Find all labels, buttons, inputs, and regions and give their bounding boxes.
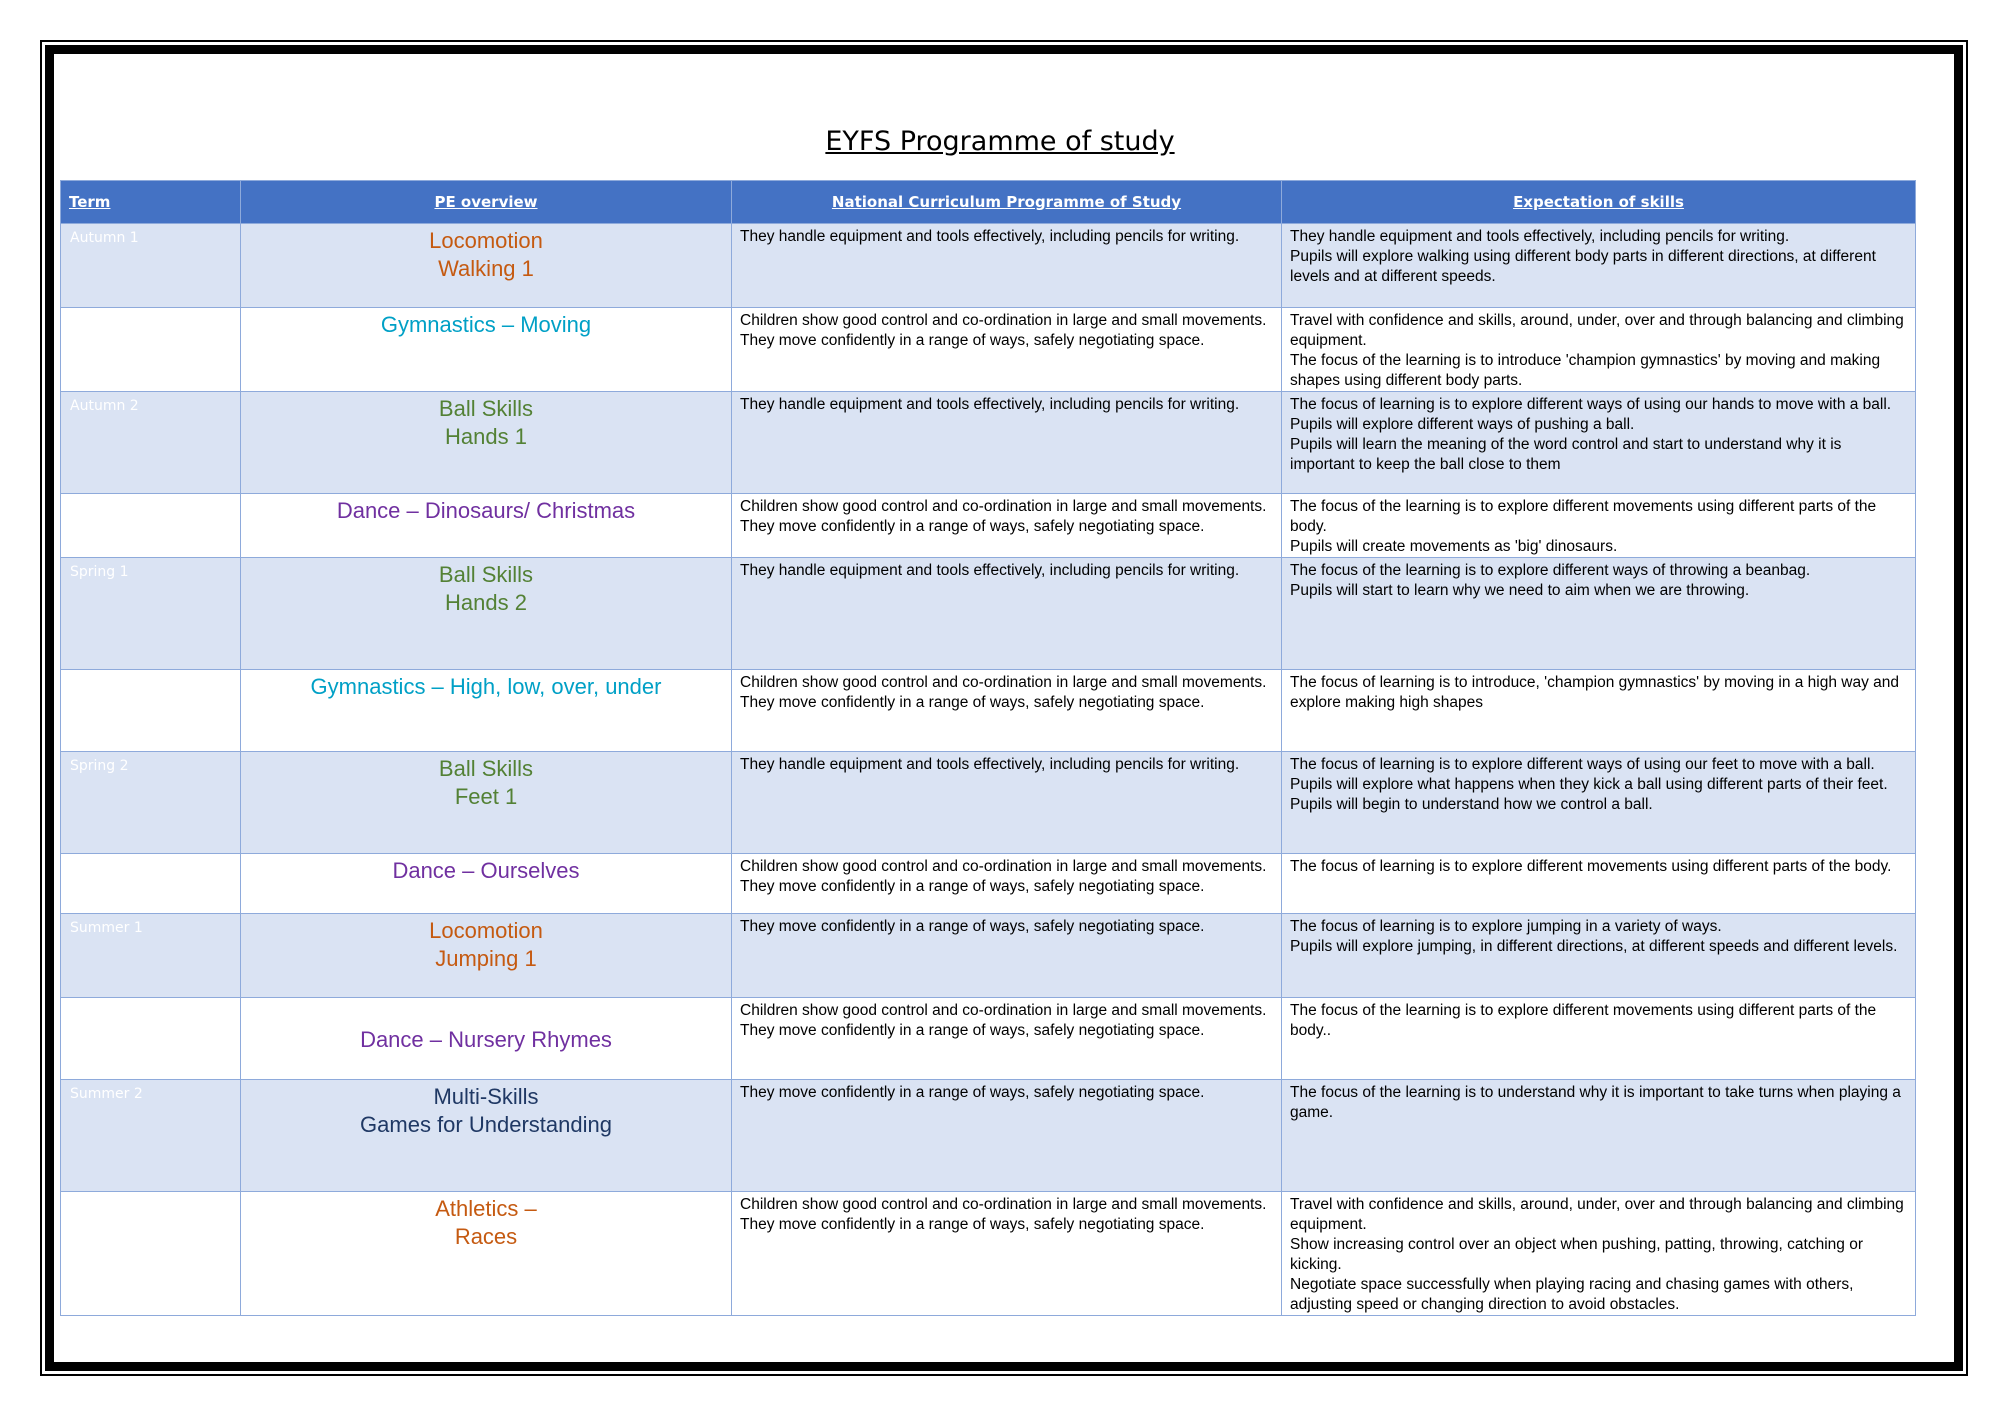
term-cell (61, 854, 241, 914)
nc-cell (732, 308, 1282, 392)
pe-cell (241, 494, 732, 558)
nc-text: They handle equipment and tools effectively, including pencils for writing. (740, 756, 1240, 773)
pe-cell (241, 914, 732, 998)
header-expectation-of-skills: Expectation of skills (1282, 181, 1916, 224)
nc-cell (732, 494, 1282, 558)
exp-text: The focus of learning is to explore different ways of using our feet to move with a ball. Pupils will explore what happens when they kick a ball using different parts of their feet. Pupils will begin to understand how we control a ball. (1290, 756, 1888, 813)
nc-text: Children show good control and co-ordination in large and small movements. They move confidently in a range of ways, safely negotiating space. (740, 312, 1267, 349)
exp-cell (1282, 308, 1916, 392)
exp-text: They handle equipment and tools effectively, including pencils for writing. Pupils will explore walking using different body parts in different directions, at different levels and at different speeds. (1290, 228, 1876, 285)
exp-text: The focus of learning is to explore different ways of using our hands to move with a ball. Pupils will explore different ways of pushing a ball. Pupils will learn the meaning of the word control and start to understand why it is important to keep the ball close to them (1290, 396, 1892, 473)
exp-cell (1282, 1080, 1916, 1192)
table-row (61, 224, 1916, 308)
nc-text: Children show good control and co-ordination in large and small movements. They move confidently in a range of ways, safely negotiating space. (740, 498, 1267, 535)
pe-cell (241, 1080, 732, 1192)
pe-cell (241, 998, 732, 1080)
exp-text: Travel with confidence and skills, around, under, over and through balancing and climbing equipment. The focus of the learning is to introduce 'champion gymnastics' by moving and making shapes using different body parts. (1290, 312, 1904, 389)
exp-cell (1282, 670, 1916, 752)
table-row (61, 1192, 1916, 1316)
exp-text: The focus of learning is to explore jumping in a variety of ways. Pupils will explore jumping, in different directions, at different speeds and different levels. (1290, 918, 1898, 955)
term-cell (61, 1192, 241, 1316)
exp-text: The focus of the learning is to explore different movements using different parts of the body. Pupils will create movements as 'big' dinosaurs. (1290, 498, 1877, 555)
pe-topic: Gymnastics – High, low, over, under (310, 674, 662, 699)
nc-text: They handle equipment and tools effectively, including pencils for writing. (740, 396, 1240, 413)
nc-text: They handle equipment and tools effectively, including pencils for writing. (740, 562, 1240, 579)
header-term: Term (61, 181, 241, 224)
table-header-row (61, 181, 1916, 224)
term-label: Summer 2 (70, 1086, 143, 1102)
exp-cell (1282, 914, 1916, 998)
term-label: Spring 1 (70, 564, 129, 580)
pe-topic: Dance – Dinosaurs/ Christmas (336, 498, 636, 523)
exp-text: The focus of learning is to explore different movements using different parts of the body. (1290, 858, 1892, 875)
exp-text: The focus of learning is to introduce, 'champion gymnastics' by moving in a high way and explore making high shapes (1290, 674, 1900, 711)
exp-text: The focus of the learning is to understand why it is important to take turns when playing a game. (1290, 1084, 1901, 1121)
nc-cell (732, 558, 1282, 670)
pe-cell (241, 392, 732, 494)
nc-text: Children show good control and co-ordination in large and small movements. They move confidently in a range of ways, safely negotiating space. (740, 1196, 1267, 1233)
table-row (61, 308, 1916, 392)
pe-topic: Ball Skills Hands 1 (438, 396, 534, 449)
term-cell (61, 308, 241, 392)
pe-cell (241, 224, 732, 308)
term-label (61, 854, 240, 860)
pe-cell (241, 308, 732, 392)
exp-cell (1282, 854, 1916, 914)
nc-text: Children show good control and co-ordination in large and small movements. They move confidently in a range of ways, safely negotiating space. (740, 674, 1267, 711)
term-label (61, 494, 240, 500)
nc-cell (732, 998, 1282, 1080)
pe-cell (241, 558, 732, 670)
term-cell (61, 224, 241, 308)
pe-topic: Ball Skills Feet 1 (438, 756, 534, 809)
nc-cell (732, 914, 1282, 998)
term-cell (61, 914, 241, 998)
term-label (61, 308, 240, 314)
nc-text: They handle equipment and tools effectively, including pencils for writing. (740, 228, 1240, 245)
exp-cell (1282, 558, 1916, 670)
pe-topic: Dance – Nursery Rhymes (360, 1027, 612, 1052)
nc-text: They move confidently in a range of ways, safely negotiating space. (740, 1084, 1205, 1101)
table-row (61, 854, 1916, 914)
document-title: EYFS Programme of study (825, 126, 1175, 157)
pe-topic: Dance – Ourselves (392, 858, 580, 883)
term-label: Spring 2 (70, 758, 129, 774)
term-label (61, 670, 240, 676)
pe-cell (241, 854, 732, 914)
term-label: Autumn 1 (70, 230, 139, 246)
nc-cell (732, 1080, 1282, 1192)
pe-topic: Multi-Skills Games for Understanding (360, 1084, 612, 1137)
term-cell (61, 558, 241, 670)
term-cell (61, 392, 241, 494)
nc-cell (732, 1192, 1282, 1316)
pe-topic: Gymnastics – Moving (380, 312, 592, 337)
table-row (61, 914, 1916, 998)
exp-cell (1282, 224, 1916, 308)
pe-cell (241, 670, 732, 752)
nc-cell (732, 854, 1282, 914)
exp-cell (1282, 494, 1916, 558)
pe-topic: Ball Skills Hands 2 (438, 562, 534, 615)
term-cell (61, 1080, 241, 1192)
term-label: Autumn 2 (70, 398, 139, 414)
term-cell (61, 752, 241, 854)
exp-cell (1282, 752, 1916, 854)
pe-cell (241, 1192, 732, 1316)
pe-topic: Athletics – Races (435, 1196, 537, 1249)
nc-text: They move confidently in a range of ways, safely negotiating space. (740, 918, 1205, 935)
table-row (61, 1080, 1916, 1192)
term-cell (61, 494, 241, 558)
exp-cell (1282, 1192, 1916, 1316)
table-row (61, 558, 1916, 670)
exp-cell (1282, 998, 1916, 1080)
exp-cell (1282, 392, 1916, 494)
table-row (61, 392, 1916, 494)
term-label (61, 998, 240, 1004)
header-national-curriculum: National Curriculum Programme of Study (732, 181, 1282, 224)
table-row (61, 670, 1916, 752)
pe-topic: Locomotion Jumping 1 (429, 918, 543, 971)
nc-text: Children show good control and co-ordination in large and small movements. They move confidently in a range of ways, safely negotiating space. (740, 1002, 1267, 1039)
exp-text: The focus of the learning is to explore different ways of throwing a beanbag. Pupils will start to learn why we need to aim when we are throwing. (1290, 562, 1811, 599)
nc-cell (732, 670, 1282, 752)
table-row (61, 998, 1916, 1080)
nc-text: Children show good control and co-ordination in large and small movements. They move confidently in a range of ways, safely negotiating space. (740, 858, 1267, 895)
term-cell (61, 998, 241, 1080)
term-cell (61, 670, 241, 752)
exp-text: The focus of the learning is to explore different movements using different parts of the body.. (1290, 1002, 1877, 1039)
pe-cell (241, 752, 732, 854)
pe-topic: Locomotion Walking 1 (429, 228, 543, 281)
term-label (61, 1192, 240, 1198)
nc-cell (732, 752, 1282, 854)
nc-cell (732, 224, 1282, 308)
programme-table (60, 180, 1916, 1316)
nc-cell (732, 392, 1282, 494)
table-row (61, 494, 1916, 558)
exp-text: Travel with confidence and skills, around, under, over and through balancing and climbing equipment. Show increasing control over an object when pushing, patting, throwing, catching or kicking. Negotiate space successfully when playing racing and chasing games with others, adjusting speed or changing direction to avoid obstacles. (1290, 1196, 1904, 1313)
term-label: Summer 1 (70, 920, 143, 936)
header-pe-overview: PE overview (241, 181, 732, 224)
table-row (61, 752, 1916, 854)
